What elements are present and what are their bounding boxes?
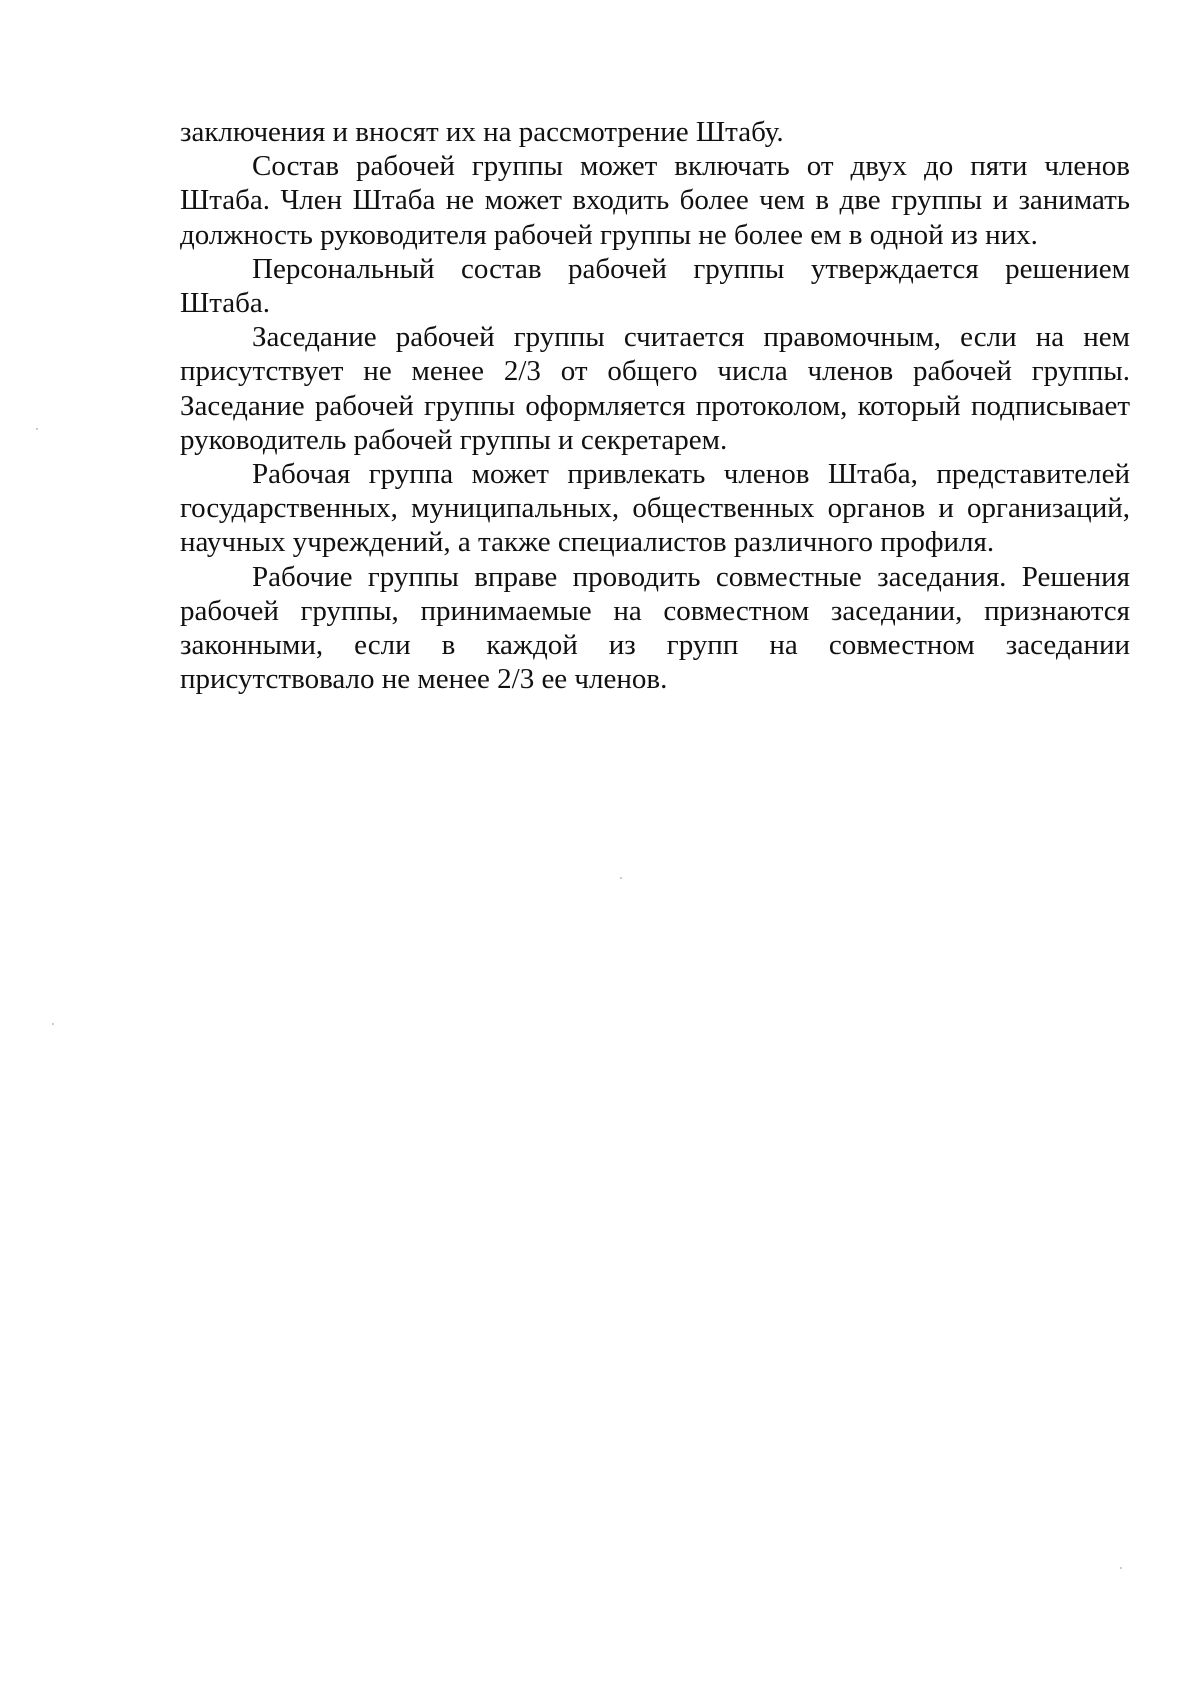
scan-speck: [52, 1023, 54, 1025]
paragraph-meeting-quorum: Заседание рабочей группы считается правомочным, если на нем присутствует не менее 2/3 от общего числа членов рабочей группы. Заседание рабочей группы оформляется протоколом, который подписывает руководитель рабочей группы и секретарем.: [180, 321, 1130, 456]
paragraph-personnel-approval: Персональный состав рабочей группы утверждается решением Штаба.: [180, 252, 1130, 320]
paragraph-joint-meetings: Рабочие группы вправе проводить совместные заседания. Решения рабочей группы, принимаемые на совместном заседании, признаются законными, если в каждой из групп на совместном заседании присутствовало не менее 2/3 ее членов.: [180, 560, 1130, 696]
paragraph-involving-specialists: Рабочая группа может привлекать членов Штаба, представителей государственных, муниципальных, общественных органов и организаций, научных учреждений, а также специалистов различного профиля.: [180, 458, 1130, 559]
scan-speck: [620, 877, 622, 879]
paragraph-continuation: заключения и вносят их на рассмотрение Штабу.: [180, 116, 784, 148]
scan-speck: [36, 428, 38, 430]
document-body: [180, 115, 1130, 696]
paragraph-working-group-composition: Состав рабочей группы может включать от двух до пяти членов Штаба. Член Штаба не может входить более чем в две группы и занимать должность руководителя рабочей группы не более ем в одной из них.: [180, 150, 1130, 251]
scan-speck: [1120, 1567, 1122, 1569]
